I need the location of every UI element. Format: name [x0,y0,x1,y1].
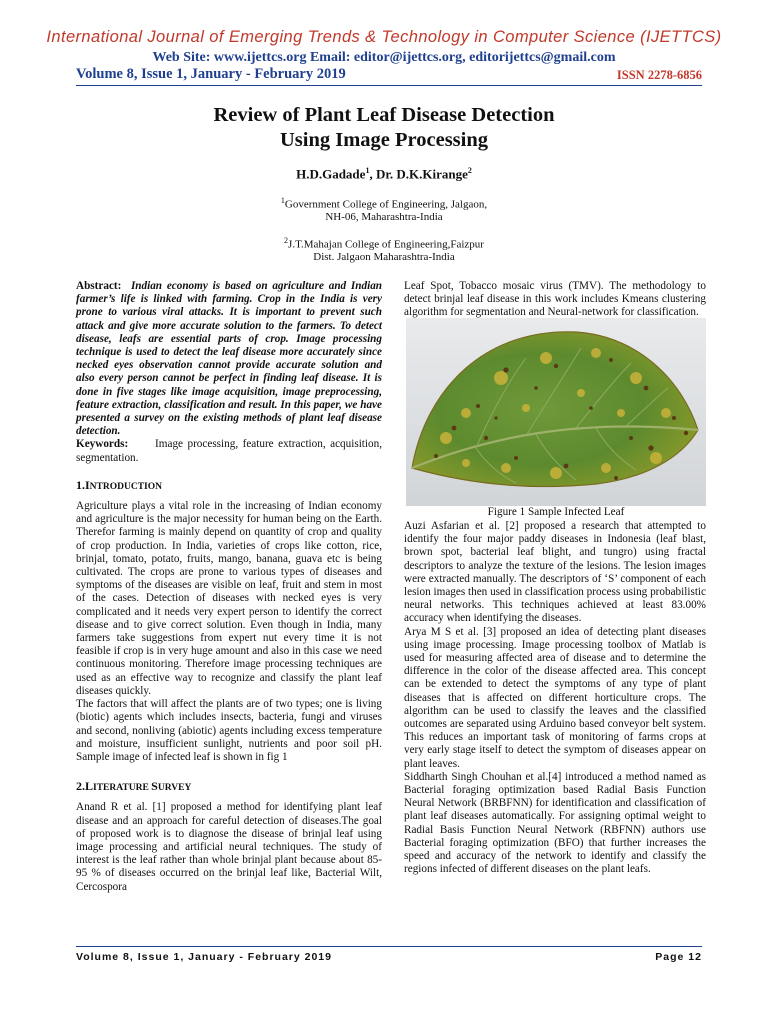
survey-number: 2. [76,779,85,794]
keywords-label: Keywords: [76,438,129,451]
survey-heading-rest-2: URVEY [157,783,192,794]
intro-paragraph-1: Agriculture plays a vital role in the increasing of Indian economy and agriculture is the major necessity for human being on the Earth. Therefor farming is mainly depend on quantity of crop and quality of crop production. In India, varieties of crops like cotton, rice, brinjal, tomato, potato, fruits, mango, banana, guava etc is being cultivated. The crops are prone to various types of diseases and symptoms of the diseases are visible on leaf, fruit and stem in most of the cases. Detection of diseases with necked eyes is very complicated and it needs very expert person to identify the correct disease and to give correct solution. Even though in India, many farmers take suggestions from expert nut every time it is not feasible if crop is in very huge amount and also in this case we need continuous monitoring. Therefore image processing techniques are used as an effective way to recognize and classify the plant leaf diseases quickly. [76,500,382,697]
journal-website[interactable]: Web Site: www.ijettcs.org Email: editor@ijettcs.org, editorijettcs@gmail.com [152,50,616,65]
intro-heading [76,479,382,494]
title-line-2: Using Image Processing [279,129,489,151]
title-line-1: Review of Plant Leaf Disease Detection [213,104,555,126]
survey-paragraph-1: Anand R et al. [1] proposed a method for identifying plant leaf disease and an approach for careful detection of diseases.The goal of proposed work is to diagnose the disease of brinjal leaf using image processing and artificial neural techniques. The study of interest is the leaf rather than whole brinjal plant because about 85-95 % of diseases occurred on the brinjal leaf like, Bacterial Wilt, Cercospora [76,801,382,893]
author-1: H.D.Gadade [296,166,366,182]
volume-info: Volume 8, Issue 1, January - February 2019 [76,66,346,82]
survey-heading [76,780,382,795]
abstract [76,280,382,438]
affiliation-1 [0,195,768,223]
survey-heading-rest-1: ITERATURE [93,783,152,794]
authors [0,166,768,182]
intro-heading-first: I [85,477,90,492]
issn: ISSN 2278-6856 [616,68,702,82]
abstract-text: Indian economy is based on agriculture and Indian farmer’s life is linked with farming. Crop in the India is very prone to various viral attacks. It is important to prevent such attack and give more accurate solution to the farmers. To detect disease, leafs are essential parts of crop. Image processing technique is used to detect the leaf disease more accurately since necked eyes observation cannot provide accurate solution and also every person cannot be perfect in finding leaf disease. It is done in five stages like image acquisition, image preprocessing, feature extraction, classification and result. In this paper, we have presented a survey on the existing methods of plant leaf disease detection. [76,280,383,438]
author-1-sup: 1 [365,166,370,175]
survey-heading-first: L [85,779,94,794]
header-divider [76,85,702,86]
affil-2-line-2: Dist. Jalgaon Maharashtra-India [313,250,455,263]
right-paragraph-3: Arya M S et al. [3] proposed an idea of detecting plant diseases using image processing. Image processing toolbox of Matlab is used for measuring affected area of disease and to determine the difference in the color of the disease affected area. This concept can be extended to detect the symptoms of any type of plant diseases that is affected on different horticulture crops. The algorithm can be used to classify the leaves and the classified outcomes are separated using Arduino based conveyor belt system. This reduces an important task of monitoring of farms crops at very early stage itself to detect the symptom of diseases appear on plant leaves. [404,625,706,770]
author-2-sup: 2 [467,166,472,175]
right-paragraph-2: Auzi Asfarian et al. [2] proposed a research that attempted to identify the four major paddy diseases in Indonesia (leaf blast, brown spot, bacterial leaf blight, and tungro) using fractal descriptors to analyze the texture of the lesions. The lesion images were extracted manually. The descriptors of ‘S’ component of each lesion images then used in classification process using probabilistic neural networks. This techniques achieved at least 83.00% accuracy when identifying the diseases. [404,520,707,625]
affil-1-line-1: Government College of Engineering, Jalgaon, [284,198,488,211]
right-column-bottom [404,520,706,876]
right-column-top [404,280,706,320]
footer-divider [76,946,702,947]
affil-1-sup: 1 [280,196,285,205]
footer-volume: Volume 8, Issue 1, January - February 2019 [76,951,332,963]
affil-1-line-2: NH-06, Maharashtra-India [325,210,443,223]
author-separator: , Dr. D.K.Kirange [369,166,468,182]
right-paragraph-4: Siddharth Singh Chouhan et al.[4] introduced a method named as Bacterial foraging optimization based Radial Basis Function Neural Network (BRBFNN) for identification and classification of plant leaf diseases automatically. For assigning optimal weight to Radial Basis Function Neural Network (RBFNN) authors use Bacterial foraging optimization (BFO) that further increases the speed and accuracy of the network to identify and classify the regions infected of different diseases on the plant leafs. [404,770,706,876]
intro-paragraph-2: The factors that will affect the plants are of two types; one is living (biotic) agents which includes insects, bacteria, fungi and viruses and second, nonliving (abiotic) agents including excess temperature and moisture, insufficient sunlight, nutrients and poor soil pH. Sample image of infected leaf is shown in fig 1 [76,698,382,763]
keywords [76,438,382,464]
figure-caption: Figure 1 Sample Infected Leaf [487,506,625,518]
keywords-text: Image processing, feature extraction, acquisition, segmentation. [76,438,383,464]
abstract-label: Abstract: [76,280,122,292]
survey-heading-first-2: S [151,779,158,794]
affil-2-sup: 2 [284,236,289,245]
footer-page-number: Page 12 [655,951,702,963]
journal-title: International Journal of Emerging Trends & Technology in Computer Science (IJETTCS) [46,28,722,46]
affil-2-line-1: J.T.Mahajan College of Engineering,Faizpur [288,238,484,251]
right-paragraph-top: Leaf Spot, Tobacco mosaic virus (TMV). The methodology to detect brinjal leaf disease in this work includes Kmeans clustering algorithm for segmentation and Neural-network for classification. [404,280,706,319]
left-column [76,280,382,894]
infected-leaf-figure [406,318,706,506]
paper-title [0,103,768,153]
intro-heading-rest: NTRODUCTION [89,481,162,492]
intro-number: 1. [76,477,85,492]
affiliation-2 [0,235,768,263]
